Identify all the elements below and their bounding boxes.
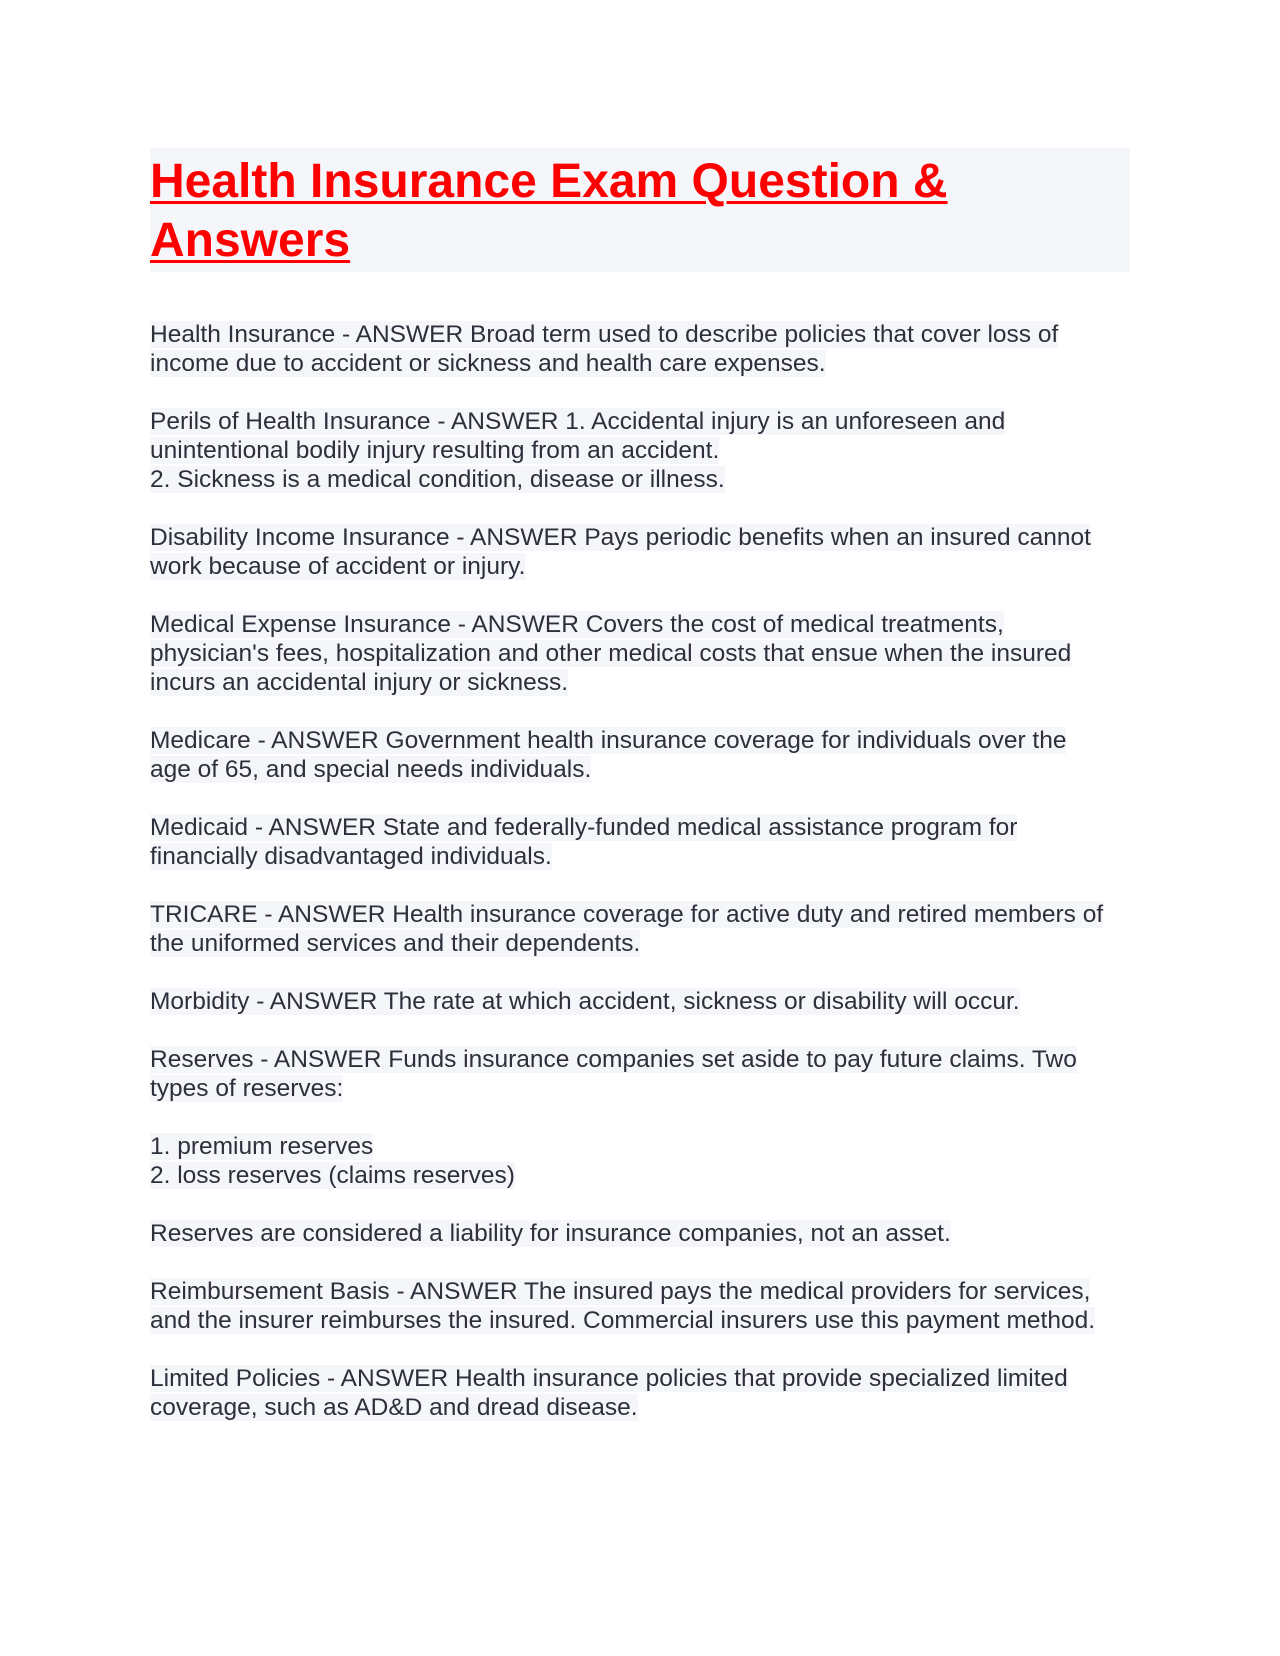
paragraph-line: Medicaid - ANSWER State and federally-funded medical assistance program for [150, 814, 1018, 841]
paragraph-line: Medical Expense Insurance - ANSWER Covers the cost of medical treatments, [150, 611, 1004, 638]
paragraph-line: Health Insurance - ANSWER Broad term used to describe policies that cover loss of [150, 321, 1059, 348]
title-line-2: Answers [150, 214, 351, 267]
paragraph-line: Perils of Health Insurance - ANSWER 1. Accidental injury is an unforeseen and [150, 408, 1006, 435]
qa-paragraph [150, 1219, 1130, 1248]
paragraph-line: coverage, such as AD&D and dread disease. [150, 1394, 638, 1421]
paragraph-line: incurs an accidental injury or sickness. [150, 669, 569, 696]
qa-paragraph [150, 320, 1130, 378]
qa-paragraph [150, 1364, 1130, 1422]
qa-paragraph [150, 407, 1130, 494]
paragraph-line: TRICARE - ANSWER Health insurance coverage for active duty and retired members of [150, 901, 1104, 928]
paragraph-line: types of reserves: [150, 1075, 344, 1102]
paragraph-line: work because of accident or injury. [150, 553, 526, 580]
qa-paragraph [150, 1277, 1130, 1335]
paragraph-line: Medicare - ANSWER Government health insurance coverage for individuals over the [150, 727, 1067, 754]
paragraph-line: physician's fees, hospitalization and other medical costs that ensue when the insured [150, 640, 1072, 667]
paragraph-line: Limited Policies - ANSWER Health insurance policies that provide specialized limited [150, 1365, 1068, 1392]
paragraph-line: the uniformed services and their dependents. [150, 930, 641, 957]
paragraph-line: financially disadvantaged individuals. [150, 843, 552, 870]
paragraph-line: Disability Income Insurance - ANSWER Pays periodic benefits when an insured cannot [150, 524, 1091, 551]
title-line-1: Health Insurance Exam Question & [150, 155, 948, 208]
paragraph-line: 2. loss reserves (claims reserves) [150, 1162, 515, 1189]
qa-paragraph [150, 1132, 1130, 1190]
qa-paragraph [150, 987, 1130, 1016]
qa-paragraph [150, 813, 1130, 871]
document-page [150, 148, 1130, 1451]
qa-paragraph [150, 1045, 1130, 1103]
qa-paragraph [150, 523, 1130, 581]
paragraph-line: income due to accident or sickness and health care expenses. [150, 350, 826, 377]
document-title [150, 152, 1130, 270]
paragraph-line: unintentional bodily injury resulting from an accident. [150, 437, 720, 464]
paragraph-line: age of 65, and special needs individuals. [150, 756, 592, 783]
qa-paragraph [150, 726, 1130, 784]
paragraph-line: Reserves are considered a liability for insurance companies, not an asset. [150, 1220, 951, 1247]
qa-paragraph [150, 610, 1130, 697]
qa-paragraph [150, 900, 1130, 958]
title-block [150, 148, 1130, 272]
paragraph-line: and the insurer reimburses the insured. Commercial insurers use this payment method. [150, 1307, 1096, 1334]
paragraph-line: 1. premium reserves [150, 1133, 374, 1160]
paragraph-line: Morbidity - ANSWER The rate at which accident, sickness or disability will occur. [150, 988, 1020, 1015]
paragraph-line: 2. Sickness is a medical condition, disease or illness. [150, 466, 725, 493]
qa-list [150, 320, 1130, 1422]
paragraph-line: Reimbursement Basis - ANSWER The insured pays the medical providers for services, [150, 1278, 1091, 1305]
paragraph-line: Reserves - ANSWER Funds insurance companies set aside to pay future claims. Two [150, 1046, 1077, 1073]
